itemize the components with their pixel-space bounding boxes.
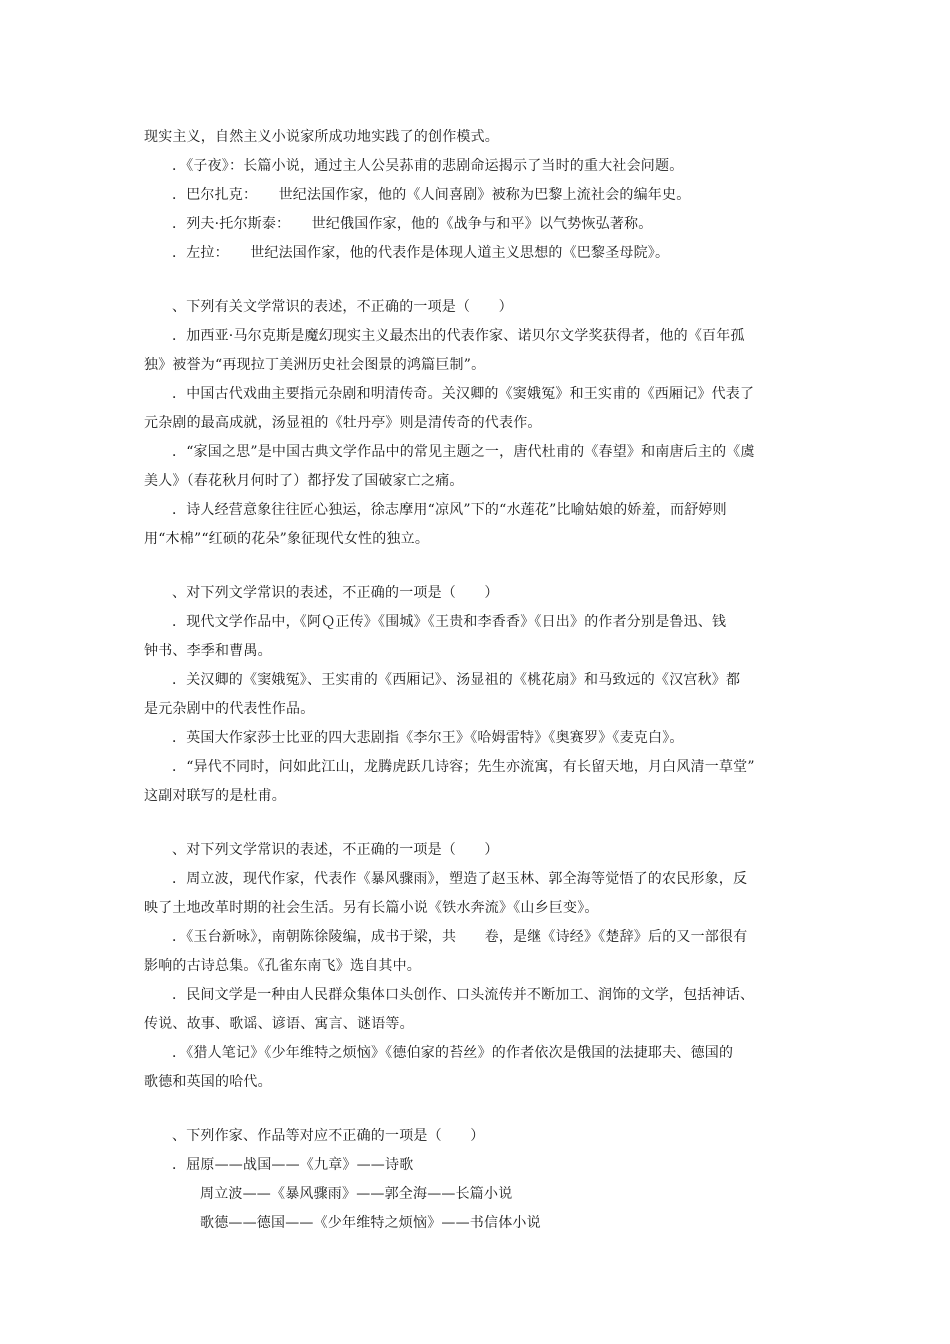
question-block-2 <box>144 579 814 811</box>
paragraph-gap <box>144 1097 814 1122</box>
text-line: ．《子夜》：长篇小说，通过主人公吴荪甫的悲剧命运揭示了当时的重大社会问题。 <box>172 158 684 174</box>
text-line: 影响的古诗总集。《孔雀东南飞》选自其中。 <box>144 958 421 974</box>
text-line: ．左拉： 世纪法国作家，他的代表作是体现人道主义思想的《巴黎圣母院》。 <box>172 245 670 261</box>
text-line: ．“家国之思”是中国古典文学作品中的常见主题之一，唐代杜甫的《春望》和南唐后主的《虞 <box>172 444 755 460</box>
text-line: ．巴尔扎克： 世纪法国作家，他的《人间喜剧》被称为巴黎上流社会的编年史。 <box>172 187 691 203</box>
text-line: ．《玉台新咏》，南朝陈徐陵编，成书于梁，共 卷，是继《诗经》《楚辞》后的又一部很有 <box>172 929 748 945</box>
text-line: ．民间文学是一种由人民群众集体口头创作、口头流传并不断加工、润饰的文学，包括神话、 <box>172 987 755 1003</box>
document-page <box>144 123 814 1238</box>
text-line: 、下列有关文学常识的表述，不正确的一项是（ ） <box>172 299 513 315</box>
paragraph-gap <box>144 811 814 836</box>
text-line: 用“木棉”“红硕的花朵”象征现代女性的独立。 <box>144 531 430 547</box>
text-line: ．关汉卿的《窦娥冤》、王实甫的《西厢记》、汤显祖的《桃花扇》和马致远的《汉宫秋》都 <box>172 672 741 688</box>
text-line: 周立波——《暴风骤雨》——郭全海——长篇小说 <box>200 1186 513 1202</box>
paragraph-gap <box>144 268 814 293</box>
text-line: 这副对联写的是杜甫。 <box>144 788 286 804</box>
text-line: 歌德和英国的哈代。 <box>144 1074 272 1090</box>
text-line: 是元杂剧中的代表性作品。 <box>144 701 315 717</box>
text-line: 歌德——德国——《少年维特之烦恼》——书信体小说 <box>200 1215 541 1231</box>
text-line: 映了土地改革时期的社会生活。另有长篇小说《铁水奔流》《山乡巨变》。 <box>144 900 599 916</box>
text-line: 独》被誉为“再现拉丁美洲历史社会图景的鸿篇巨制”。 <box>144 357 486 373</box>
text-line: ．列夫·托尔斯泰： 世纪俄国作家，他的《战争与和平》以气势恢弘著称。 <box>172 216 653 232</box>
text-line: 、对下列文学常识的表述，不正确的一项是（ ） <box>172 585 499 601</box>
text-line: ．诗人经营意象往往匠心独运，徐志摩用“凉风”下的“水莲花”比喻姑娘的娇羞，而舒婷则 <box>172 502 727 518</box>
text-line: 、下列作家、作品等对应不正确的一项是（ ） <box>172 1128 485 1144</box>
text-line: 现实主义，自然主义小说家所成功地实践了的创作模式。 <box>144 129 499 145</box>
question-block-1 <box>144 293 814 554</box>
text-line: ．周立波，现代作家，代表作《暴风骤雨》，塑造了赵玉林、郭全海等觉悟了的农民形象，反 <box>172 871 748 887</box>
text-line: ．《猎人笔记》《少年维特之烦恼》《德伯家的苔丝》的作者依次是俄国的法捷耶夫、德国的 <box>172 1045 734 1061</box>
text-line: ．“异代不同时，问如此江山，龙腾虎跃几诗容；先生亦流寓，有长留天地，月白风清一草堂” <box>172 759 755 775</box>
text-block-0 <box>144 123 814 268</box>
text-line: 传说、故事、歌谣、谚语、寓言、谜语等。 <box>144 1016 414 1032</box>
text-line: ．英国大作家莎士比亚的四大悲剧指《李尔王》《哈姆雷特》《奥赛罗》《麦克白》。 <box>172 730 684 746</box>
text-line: ．屈原——战国——《九章》——诗歌 <box>172 1157 414 1173</box>
text-line: 美人》（春花秋月何时了）都抒发了国破家亡之痛。 <box>144 473 464 489</box>
text-line: 、对下列文学常识的表述，不正确的一项是（ ） <box>172 842 499 858</box>
paragraph-gap <box>144 554 814 579</box>
text-line: ．加西亚·马尔克斯是魔幻现实主义最杰出的代表作家、诺贝尔文学奖获得者，他的《百年孤 <box>172 328 745 344</box>
text-line: 元杂剧的最高成就，汤显祖的《牡丹亭》则是清传奇的代表作。 <box>144 415 542 431</box>
question-block-3 <box>144 836 814 1097</box>
text-line: ．现代文学作品中，《阿Ｑ正传》《围城》《王贵和李香香》《日出》的作者分别是鲁迅、钱 <box>172 614 727 630</box>
text-line: 钟书、李季和曹禺。 <box>144 643 272 659</box>
text-line: ．中国古代戏曲主要指元杂剧和明清传奇。关汉卿的《窦娥冤》和王实甫的《西厢记》代表了 <box>172 386 755 402</box>
question-block-4 <box>144 1122 814 1238</box>
